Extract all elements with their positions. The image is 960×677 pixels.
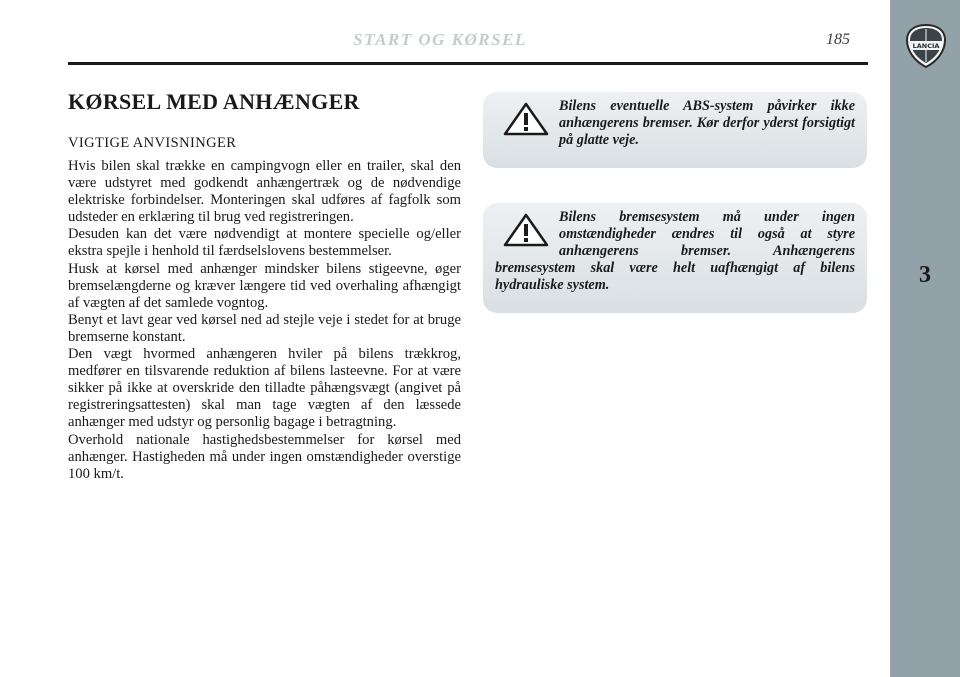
running-title: START OG KØRSEL <box>353 30 527 49</box>
chapter-side-tab <box>890 0 960 677</box>
paragraph: Desuden kan det være nødvendigt at montere specielle og/eller ekstra spejle i henhold til færdselslovens bestemmelser. <box>68 226 461 260</box>
section-title: KØRSEL MED ANHÆNGER <box>68 89 360 114</box>
warning-box <box>483 203 867 313</box>
subheading: VIGTIGE ANVISNINGER <box>68 135 237 151</box>
header-rule <box>68 62 868 65</box>
chapter-number: 3 <box>919 262 931 288</box>
paragraph: Overhold nationale hastighedsbestemmelser for kørsel med anhænger. Hastigheden må under ingen omstændigheder overstige 100 km/t. <box>68 431 461 482</box>
paragraph: Husk at kørsel med anhænger mindsker bilens stigeevne, øger bremselængderne og kræver længere tid ved overhaling afhængigt af vægten af det samlede vogntog. <box>68 260 461 311</box>
paragraph: Benyt et lavt gear ved kørsel ned ad stejle veje i stedet for at bruge bremserne konstant. <box>68 311 461 345</box>
warning-triangle-icon <box>503 102 549 136</box>
paragraph: Den vægt hvormed anhængeren hviler på bilens trækkrog, medfører en tilsvarende reduktion af bilens lasteevne. For at være sikker på ikke at overskride den tilladte påhængsvægt (angivet på registreringsattesten) skal man tage vægten af den læssede anhænger med udstyr og personlig bagage i betragtning. <box>68 346 461 431</box>
warning-text: Bilens bremsesystem må under ingen omstændigheder ændres til også at styre anhængerens bremser. Anhængerens bremsesystem skal være helt uafhængigt af bilens hydrauliske system. <box>495 209 855 293</box>
warning-box <box>483 92 867 168</box>
page-number: 185 <box>826 31 850 48</box>
lancia-logo-icon <box>902 22 950 70</box>
warning-text: Bilens eventuelle ABS-system påvirker ikke anhængerens bremser. Kør derfor yderst forsigtigt på glatte veje. <box>559 98 855 148</box>
body-text <box>68 158 461 483</box>
paragraph: Hvis bilen skal trække en campingvogn eller en trailer, skal den være udstyret med godkendt anhængertræk og de nødvendige elektriske forbindelser. Monteringen skal udføres af fagfolk som udsteder en erklæring til brug ved registreringen. <box>68 158 461 226</box>
logo-text: LANCIA <box>912 42 940 51</box>
warning-triangle-icon <box>503 213 549 247</box>
